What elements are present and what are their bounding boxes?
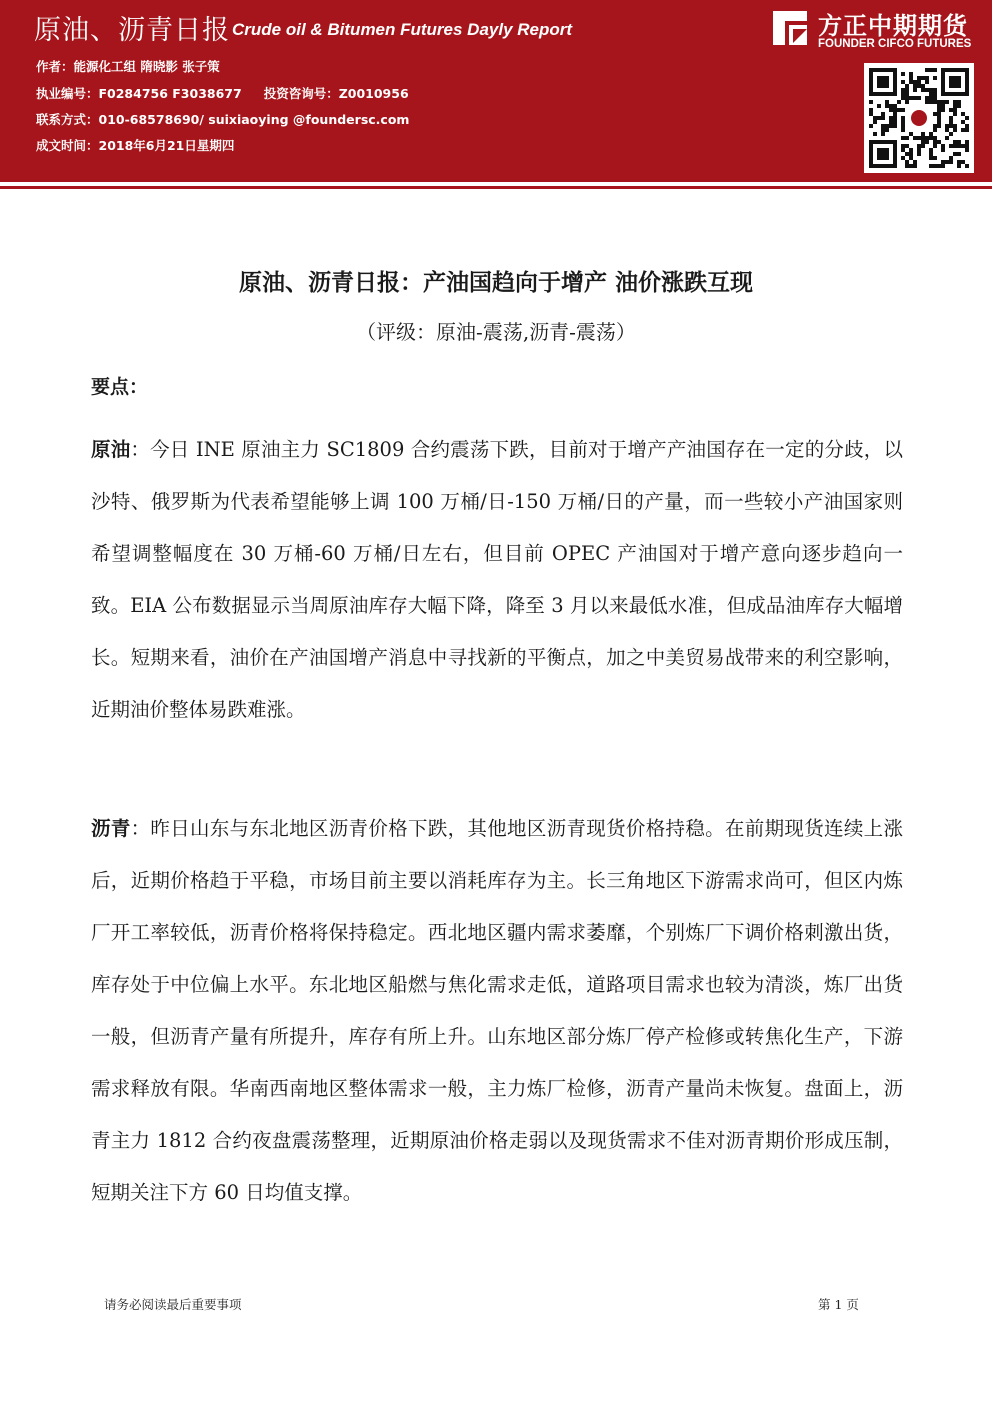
- crude-oil-label: 原油: [91, 438, 131, 461]
- header-divider: [0, 186, 992, 189]
- crude-oil-text: ：今日 INE 原油主力 SC1809 合约震荡下跌，目前对于增产产油国存在一定的分歧，以沙特、俄罗斯为代表希望能够上调 100 万桶/日-150 万桶/日的产量，而一些较小产油国家则希望调整幅度在 30 万桶-60 万桶/日左右，但目前 OPEC 产油国对于增产意向逐步趋向一致。EIA 公布数据显示当周原油库存大幅下降，降至 3 月以来最低水准，但成品油库存大幅增长。短期来看，油价在产油国增产消息中寻找新的平衡点，加之中美贸易战带来的利空影响，近期油价整体易跌难涨。: [91, 438, 903, 721]
- brand-name-english: FOUNDER CIFCO FUTURES: [818, 38, 972, 50]
- advisory-number: 投资咨询号：Z0010956: [263, 86, 409, 101]
- document-title: 原油、沥青日报：产油国趋向于增产 油价涨跌互现: [238, 270, 753, 296]
- license-number: 执业编号：F0284756 F3038677: [36, 86, 242, 101]
- contact-line: 联系方式：010-68578690/ suixiaoying @foundersc.com: [36, 112, 410, 127]
- authors-line: 作者：能源化工组 隋晓影 张子策: [36, 59, 220, 74]
- footer-notice: 请务必阅读最后重要事项: [104, 1297, 242, 1312]
- license-line: [36, 84, 409, 102]
- keypoints-heading: 要点：: [91, 376, 149, 398]
- crude-oil-paragraph: [91, 424, 903, 736]
- bitumen-paragraph: [91, 803, 903, 1219]
- founder-logo-icon: [771, 7, 811, 47]
- page-number: 第 1 页: [818, 1297, 859, 1312]
- qr-code-icon: [864, 63, 974, 173]
- report-title-english: Crude oil & Bitumen Futures Dayly Report: [232, 20, 573, 39]
- bitumen-text: ：昨日山东与东北地区沥青价格下跌，其他地区沥青现货价格持稳。在前期现货连续上涨后，近期价格趋于平稳，市场目前主要以消耗库存为主。长三角地区下游需求尚可，但区内炼厂开工率较低，沥青价格将保持稳定。西北地区疆内需求萎靡，个别炼厂下调价格刺激出货，库存处于中位偏上水平。东北地区船燃与焦化需求走低，道路项目需求也较为清淡，炼厂出货一般，但沥青产量有所提升，库存有所上升。山东地区部分炼厂停产检修或转焦化生产，下游需求释放有限。华南西南地区整体需求一般，主力炼厂检修，沥青产量尚未恢复。盘面上，沥青主力 1812 合约夜盘震荡整理，近期原油价格走弱以及现货需求不佳对沥青期价形成压制，短期关注下方 60 日均值支撑。: [91, 817, 903, 1204]
- date-line: 成文时间：2018年6月21日星期四: [36, 138, 235, 153]
- rating-line: （评级：原油-震荡,沥青-震荡）: [356, 320, 636, 344]
- brand-name: 方正中期期货: [818, 12, 968, 40]
- report-title: 原油、沥青日报: [34, 15, 230, 46]
- bitumen-label: 沥青: [91, 817, 131, 840]
